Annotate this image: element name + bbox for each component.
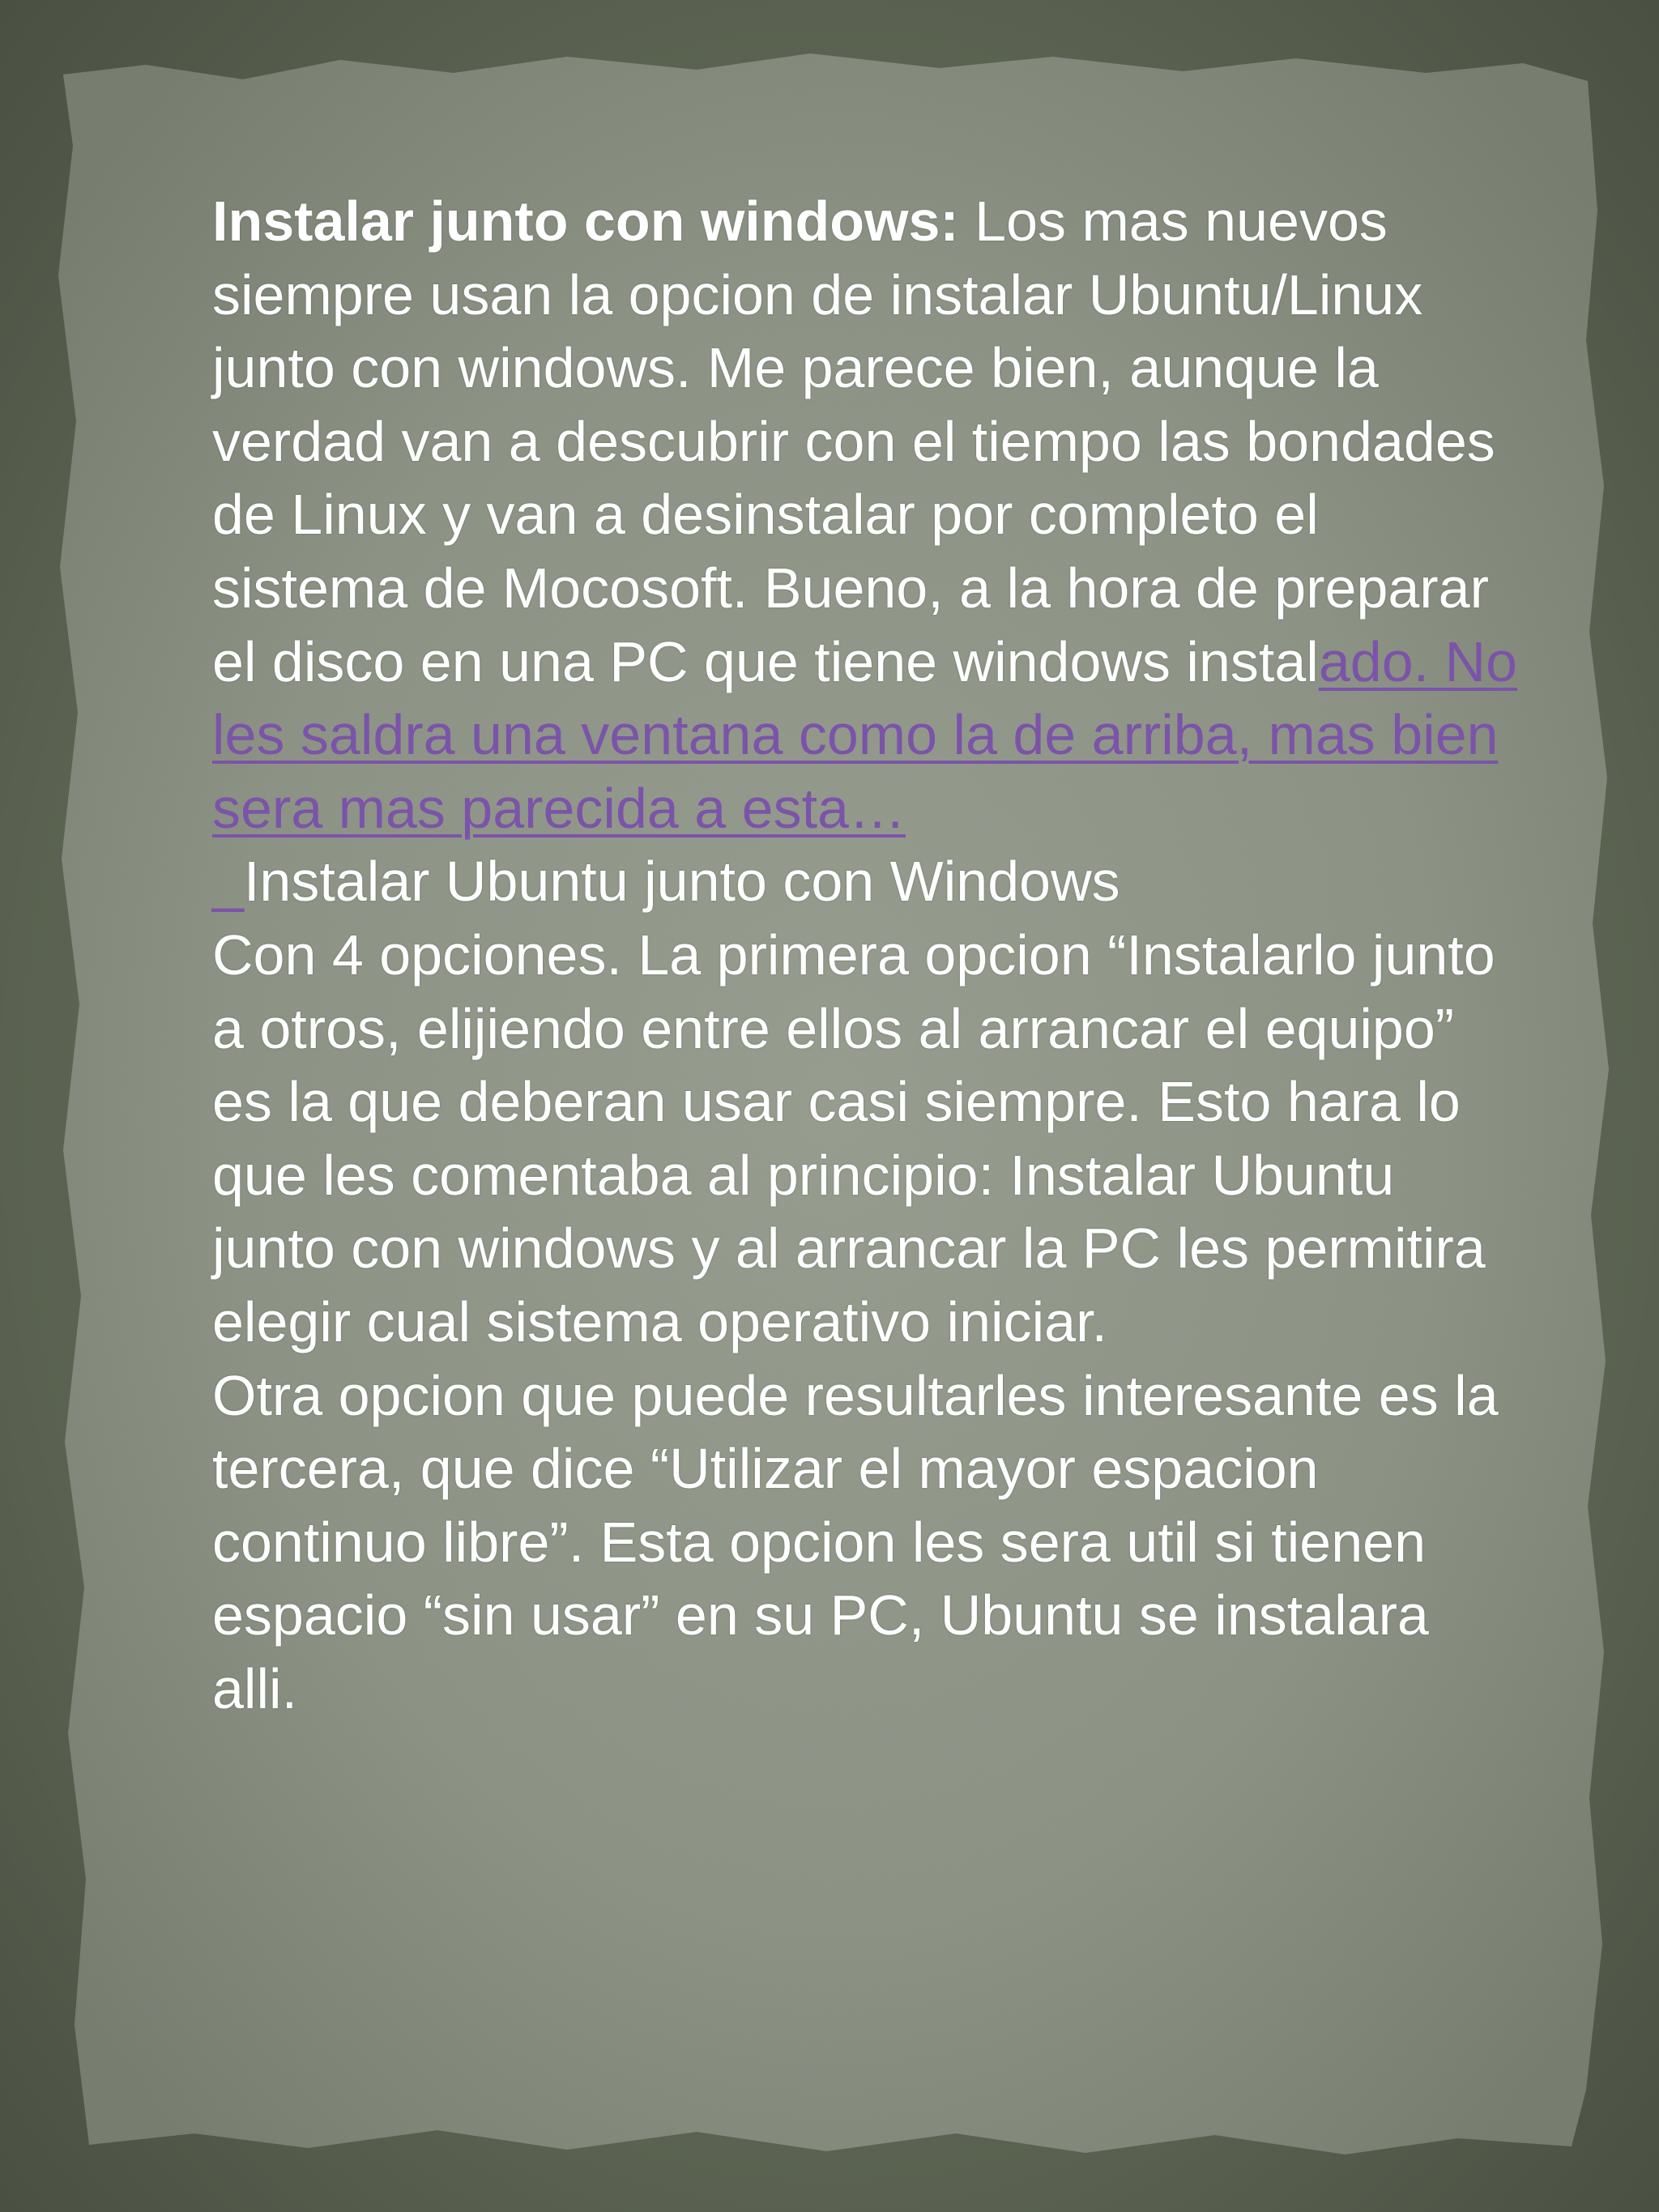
paragraph-third-option: Otra opcion que puede resultarles interesante es la tercera, que dice “Utilizar el mayor espacion continuo libre”. Esta opcion les sera util si tienen espacio “sin usar” en su PC, Ubuntu se instalara alli. [212,1363,1499,1720]
hyperlink-text[interactable]: ado. No les saldra una ventana como la de arriba, mas bien sera mas parecida a esta… [212,629,1517,840]
heading-line [212,845,1525,918]
paragraph-intro [212,185,1525,845]
body-text [212,185,1525,1725]
hyperlink-underscore[interactable]: _ [212,850,244,914]
heading-line-text: Instalar Ubuntu junto con Windows [243,850,1120,914]
lead-heading: Instalar junto con windows: [212,190,959,253]
paragraph-options: Con 4 opciones. La primera opcion “Instalarlo junto a otros, elijiendo entre ellos al arrancar el equipo” es la que deberan usar casi siempre. Esto hara lo que les comentaba al principio: Instalar Ubuntu junto con windows y al arrancar la PC les permitira elegir cual sistema operativo iniciar. [212,923,1495,1353]
intro-text: Los mas nuevos siempre usan la opcion de instalar Ubuntu/Linux junto con windows. Me parece bien, aunque la verdad van a descubrir con el tiempo las bondades de Linux y van a desinstalar por completo el sistema de Mocosoft. Bueno, a la hora de preparar el disco en una PC que tiene windows instal [212,190,1495,693]
